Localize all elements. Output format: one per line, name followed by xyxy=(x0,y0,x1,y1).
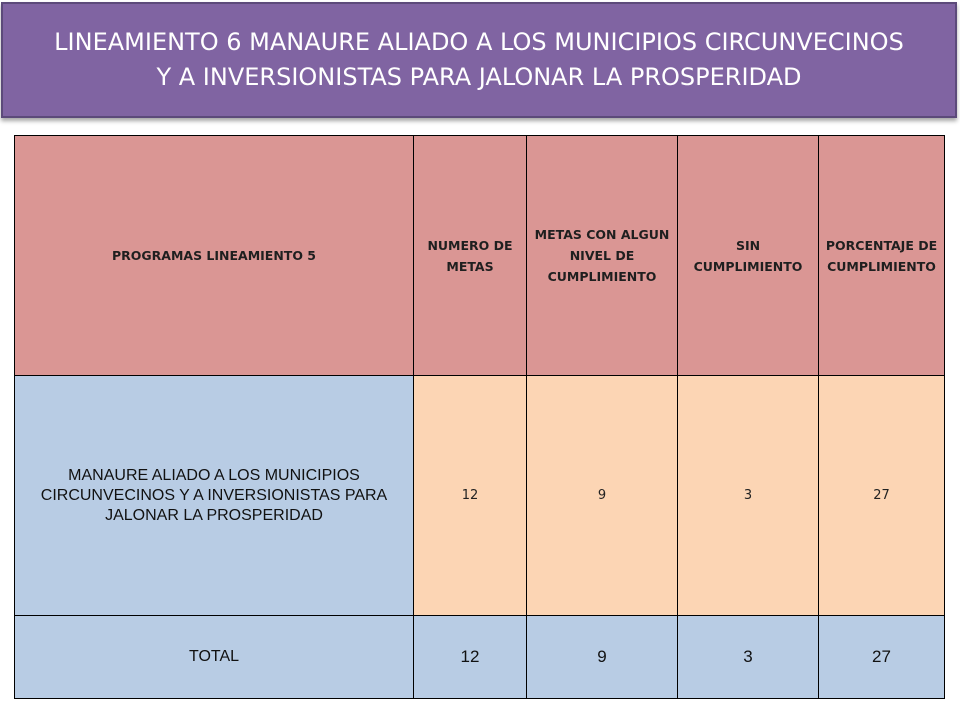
total-numero-metas: 12 xyxy=(414,616,527,699)
total-porcentaje: 27 xyxy=(819,616,945,699)
table-header-row xyxy=(15,136,945,376)
cell-porcentaje: 27 xyxy=(819,376,945,616)
total-sin-cumplimiento: 3 xyxy=(678,616,819,699)
page-title: LINEAMIENTO 6 MANAURE ALIADO A LOS MUNICIPIOS CIRCUNVECINOS Y A INVERSIONISTAS PARA JALONAR LA PROSPERIDAD xyxy=(1,2,957,118)
header-porcentaje: PORCENTAJE DE CUMPLIMIENTO xyxy=(819,136,945,376)
cell-metas-cumplimiento: 9 xyxy=(527,376,678,616)
cell-sin-cumplimiento: 3 xyxy=(678,376,819,616)
cell-numero-metas: 12 xyxy=(414,376,527,616)
header-numero-metas: NUMERO DE METAS xyxy=(414,136,527,376)
total-metas-cumplimiento: 9 xyxy=(527,616,678,699)
cell-programa: MANAURE ALIADO A LOS MUNICIPIOS CIRCUNVECINOS Y A INVERSIONISTAS PARA JALONAR LA PROSPERIDAD xyxy=(15,376,414,616)
table-row xyxy=(15,376,945,616)
total-label: TOTAL xyxy=(15,616,414,699)
header-programas: PROGRAMAS LINEAMIENTO 5 xyxy=(15,136,414,376)
table-total-row xyxy=(15,616,945,699)
goals-table xyxy=(14,135,945,699)
header-metas-cumplimiento: METAS CON ALGUN NIVEL DE CUMPLIMIENTO xyxy=(527,136,678,376)
header-sin-cumplimiento: SIN CUMPLIMIENTO xyxy=(678,136,819,376)
